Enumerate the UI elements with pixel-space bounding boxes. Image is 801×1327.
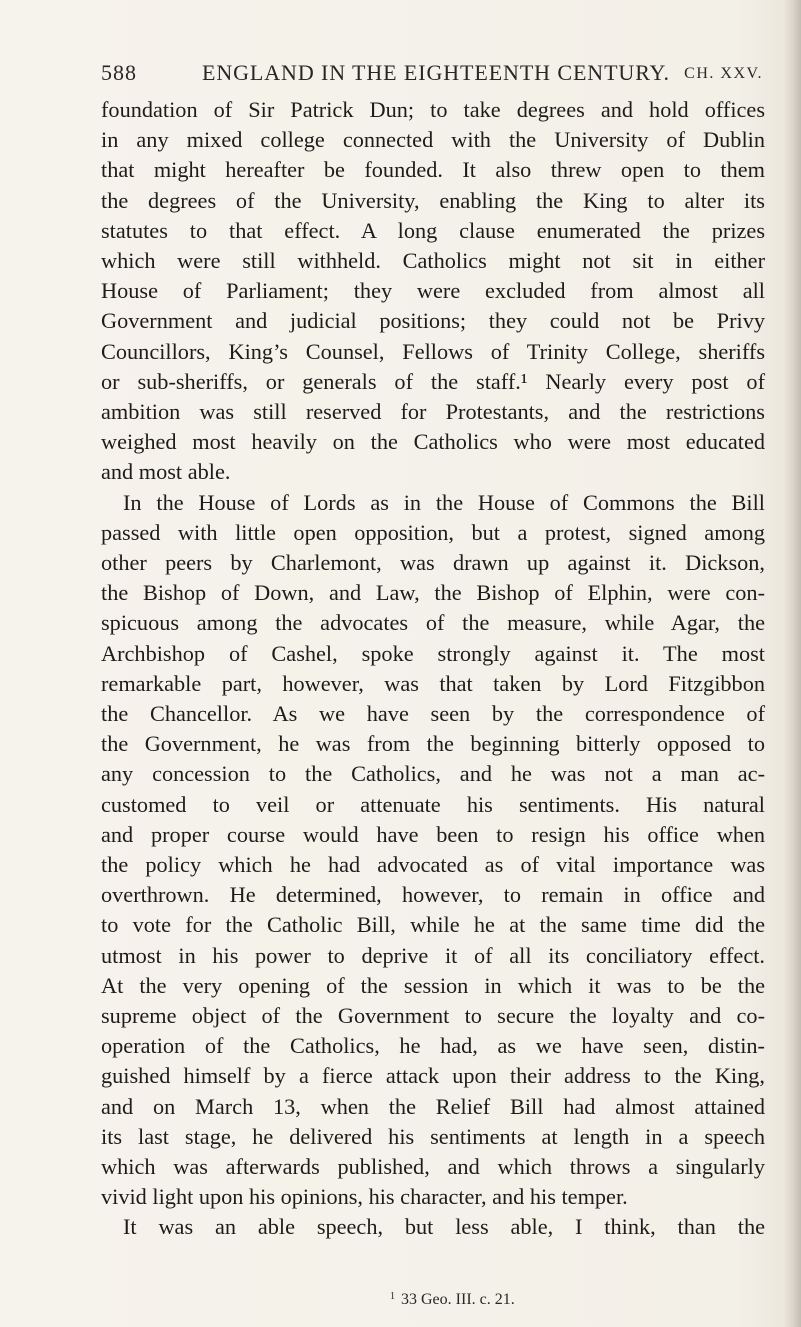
text-line: that might hereafter be founded. It also threw open to them [101, 157, 765, 183]
text-line: and on March 13, when the Relief Bill had almost attained [101, 1093, 765, 1119]
text-line: in any mixed college connected with the University of Dublin [101, 127, 765, 153]
text-line: which were still withheld. Catholics might not sit in either [101, 248, 765, 273]
text-line: House of Parliament; they were excluded from almost all [101, 278, 765, 304]
text-line: utmost in his power to deprive it of all its conciliatory effect. [101, 942, 765, 968]
running-head: ENGLAND IN THE EIGHTEENTH CENTURY. [202, 60, 670, 85]
chapter-reference: CH. XXV. [684, 65, 763, 82]
text-line: remarkable part, however, was that taken by Lord Fitzgibbon [101, 670, 765, 696]
text-line: Government and judicial positions; they could not be Privy [101, 308, 765, 334]
text-line: to vote for the Catholic Bill, while he at the same time did the [101, 912, 765, 938]
text-line: ambition was still reserved for Protestants, and the restrictions [101, 399, 765, 424]
footnote-text: 33 Geo. III. c. 21. [401, 1291, 515, 1308]
footnote [390, 1286, 515, 1308]
text-line: weighed most heavily on the Catholics who were most educated [101, 429, 765, 455]
text-line: passed with little open opposition, but a protest, signed among [101, 519, 765, 545]
text-line: Councillors, King’s Counsel, Fellows of Trinity College, sheriffs [101, 338, 765, 364]
page-number: 588 [101, 60, 137, 85]
text-line: operation of the Catholics, he had, as we have seen, distin- [101, 1033, 765, 1059]
footnote-marker: 1 [390, 1291, 395, 1302]
paragraph-start-line: It was an able speech, but less able, I think, than the [123, 1214, 765, 1240]
page-edge-shadow [783, 0, 801, 1327]
text-line: vivid light upon his opinions, his character, and his temper. [101, 1184, 628, 1210]
text-line: or sub-sheriffs, or generals of the staff.¹ Nearly every post of [101, 368, 765, 394]
text-line: any concession to the Catholics, and he was not a man ac- [101, 761, 765, 787]
paragraph-start-line: In the House of Lords as in the House of Commons the Bill [123, 489, 765, 515]
text-line: the Government, he was from the beginning bitterly opposed to [101, 731, 765, 757]
text-line: statutes to that effect. A long clause enumerated the prizes [101, 217, 765, 243]
text-line: guished himself by a fierce attack upon their address to the King, [101, 1063, 765, 1089]
text-line: the policy which he had advocated as of vital importance was [101, 852, 765, 877]
text-line: overthrown. He determined, however, to remain in office and [101, 882, 765, 908]
text-line: customed to veil or attenuate his sentiments. His natural [101, 791, 765, 817]
text-line: Archbishop of Cashel, spoke strongly against it. The most [101, 640, 765, 666]
page-header [101, 58, 763, 88]
text-line: spicuous among the advocates of the measure, while Agar, the [101, 610, 765, 636]
text-line: supreme object of the Government to secure the loyalty and co- [101, 1003, 765, 1028]
text-line: the degrees of the University, enabling the King to alter its [101, 187, 765, 213]
text-line: and most able. [101, 459, 231, 485]
text-line: and proper course would have been to resign his office when [101, 821, 765, 847]
text-line: which was afterwards published, and which throws a singularly [101, 1154, 765, 1179]
text-line: the Bishop of Down, and Law, the Bishop of Elphin, were con- [101, 580, 765, 606]
text-line: the Chancellor. As we have seen by the correspondence of [101, 701, 765, 726]
text-line: At the very opening of the session in which it was to be the [101, 972, 765, 998]
text-line: other peers by Charlemont, was drawn up against it. Dickson, [101, 550, 765, 575]
text-line: its last stage, he delivered his sentiments at length in a speech [101, 1123, 765, 1149]
text-line: foundation of Sir Patrick Dun; to take degrees and hold offices [101, 97, 765, 122]
